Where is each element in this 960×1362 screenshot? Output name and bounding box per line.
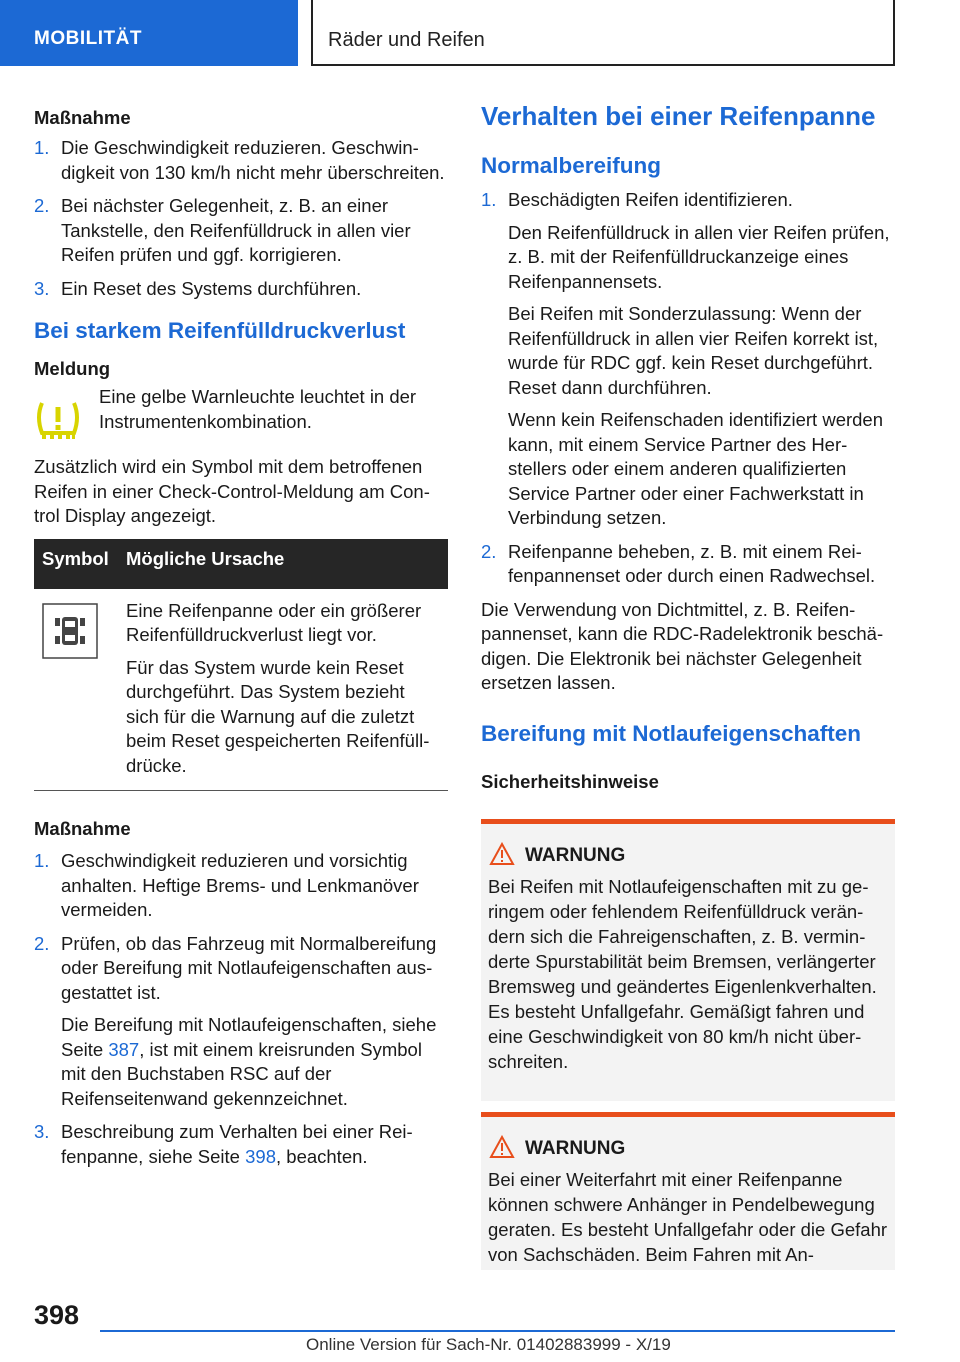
warning-box — [481, 1112, 895, 1270]
warning-title: WARNUNG — [525, 1137, 888, 1161]
table-header-cause: Mögliche Ursache — [118, 539, 448, 589]
page-number: 398 — [34, 1300, 80, 1330]
list-item: 1. Beschädigten Reifen identifizieren. Den Reifenfülldruck in allen vier Reifen prüfen, z. B. mit der Reifenfülldruckanzeige eines Reifenpannensets. Bei Reifen mit Sonderzulassung: Wenn der Reifenfülldruck in allen vier Reifen korrekt ist, wurde für RDC ggf. kein Reset durchgeführt. Reset dann durchführen. Wenn kein Reifenschaden identifiziert werden kann, mit einem Service Partner des Herstellers oder einem anderen qualifizierten Service Partner oder einer Fachwerkstatt in Verbindung setzen. — [481, 189, 890, 528]
footer-text: Online Version für Sach-Nr. 01402883999 - X/19 — [306, 1335, 671, 1354]
table-header-symbol: Symbol — [34, 539, 118, 589]
section-tab — [0, 0, 298, 66]
symbol-table — [34, 539, 448, 792]
paragraph: Zusätzlich wird ein Symbol mit dem betroffenen Reifen in einer Check-Control-Meldung am Control Display angezeigt. — [34, 456, 430, 526]
warning-title: WARNUNG — [525, 844, 888, 868]
paragraph: Die Verwendung von Dichtmittel, z. B. Reifenpannenset, kann die RDC-Radelektronik beschädigen. Die Elektronik bei nächster Gelegenheit ersetzen lassen. — [481, 598, 884, 693]
page-link[interactable]: 387 — [108, 1038, 140, 1060]
warning-text: Bei Reifen mit Notlaufeigenschaften mit zu geringem oder fehlendem Reifenfülldruck verändern sich die Fahreigenschaften, z. B. verminderte Spurstabilität beim Bremsen, verlängerter Bremsweg und geändertes Eigenlenkverhalten. Es besteht Unfallgefahr. Gemäßigt fahren und eine Geschwindigkeit von 80 km/h nicht überschreiten. — [488, 876, 877, 1072]
chapter-tab — [311, 0, 895, 66]
warning-triangle-icon — [489, 842, 515, 866]
list-item: 2. Reifenpanne beheben, z. B. mit einem Reifenpannenset oder durch einen Radwechsel. — [481, 540, 876, 586]
subheading: Bereifung mit Notlaufeigenschaften — [481, 720, 862, 746]
page-link[interactable]: 398 — [245, 1145, 276, 1167]
section-title: MOBILITÄT — [34, 28, 142, 49]
warning-triangle-icon — [489, 1135, 515, 1159]
table-cell-symbol — [34, 589, 118, 791]
message-heading: Meldung — [34, 358, 111, 379]
tire-pressure-warning-icon — [34, 397, 82, 443]
measure-list — [34, 849, 448, 1169]
table-header-row — [34, 539, 448, 589]
measure-list — [34, 136, 448, 301]
list-item: 3. Ein Reset des Systems durchführen. — [34, 277, 362, 299]
safety-heading: Sicherheitshinweise — [481, 770, 659, 792]
footer-divider — [100, 1330, 895, 1332]
step-list — [481, 188, 895, 589]
page-header — [0, 0, 960, 66]
measure-heading: Maßnahme — [34, 107, 131, 128]
subheading: Normalbereifung — [481, 153, 662, 178]
left-column — [34, 100, 448, 1178]
measure-heading: Maßnahme — [34, 818, 131, 839]
list-item: 2. Prüfen, ob das Fahrzeug mit Normalbereifung oder Bereifung mit Notlaufeigenschaften ausgestattet ist. Die Bereifung mit Notlaufeigenschaften, siehe Seite 387, ist mit einem kreisrunden Symbol mit den Buchstaben RSC auf der Reifenseitenwand gekennzeichnet. — [34, 932, 437, 1109]
chapter-title: Räder und Reifen — [328, 29, 485, 51]
warning-text: Bei einer Weiterfahrt mit einer Reifenpanne können schwere Anhänger in Pendelbewegung geraten. Es besteht Unfallgefahr oder die Gefahr von Sachschäden. Beim Fahren mit An- — [488, 1169, 888, 1265]
car-tire-status-icon — [42, 603, 98, 659]
table-cell-cause: Eine Reifenpanne oder ein größerer Reifenfülldruckverlust liegt vor. Für das System wurde kein Reset durchgeführt. Das System bezieht sich für die Warnung auf die zuletzt beim Reset gespeicherten Reifenfülldrücke. — [118, 589, 448, 791]
section-heading: Bei starkem Reifenfülldruckverlust — [34, 318, 406, 343]
right-column — [481, 100, 895, 794]
message-text: Eine gelbe Warnleuchte leuchtet in der Instrumentenkombination. — [99, 386, 417, 432]
list-item: 1. Die Geschwindigkeit reduzieren. Geschwindigkeit von 130 km/h nicht mehr überschreiten. — [34, 137, 445, 183]
main-heading: Verhalten bei einer Reifenpanne — [481, 101, 876, 131]
message-block — [34, 387, 448, 441]
warning-box — [481, 819, 895, 1101]
list-item: 1. Geschwindigkeit reduzieren und vorsichtig anhalten. Heftige Brems- und Lenkmanöver vermeiden. — [34, 850, 419, 920]
list-item: 2. Bei nächster Gelegenheit, z. B. an einer Tankstelle, den Reifenfülldruck in allen vier Reifen prüfen und ggf. korrigieren. — [34, 195, 411, 265]
list-item: 3. Beschreibung zum Verhalten bei einer Reifenpanne, siehe Seite 398, beachten. — [34, 1121, 413, 1167]
table-row — [34, 589, 448, 791]
